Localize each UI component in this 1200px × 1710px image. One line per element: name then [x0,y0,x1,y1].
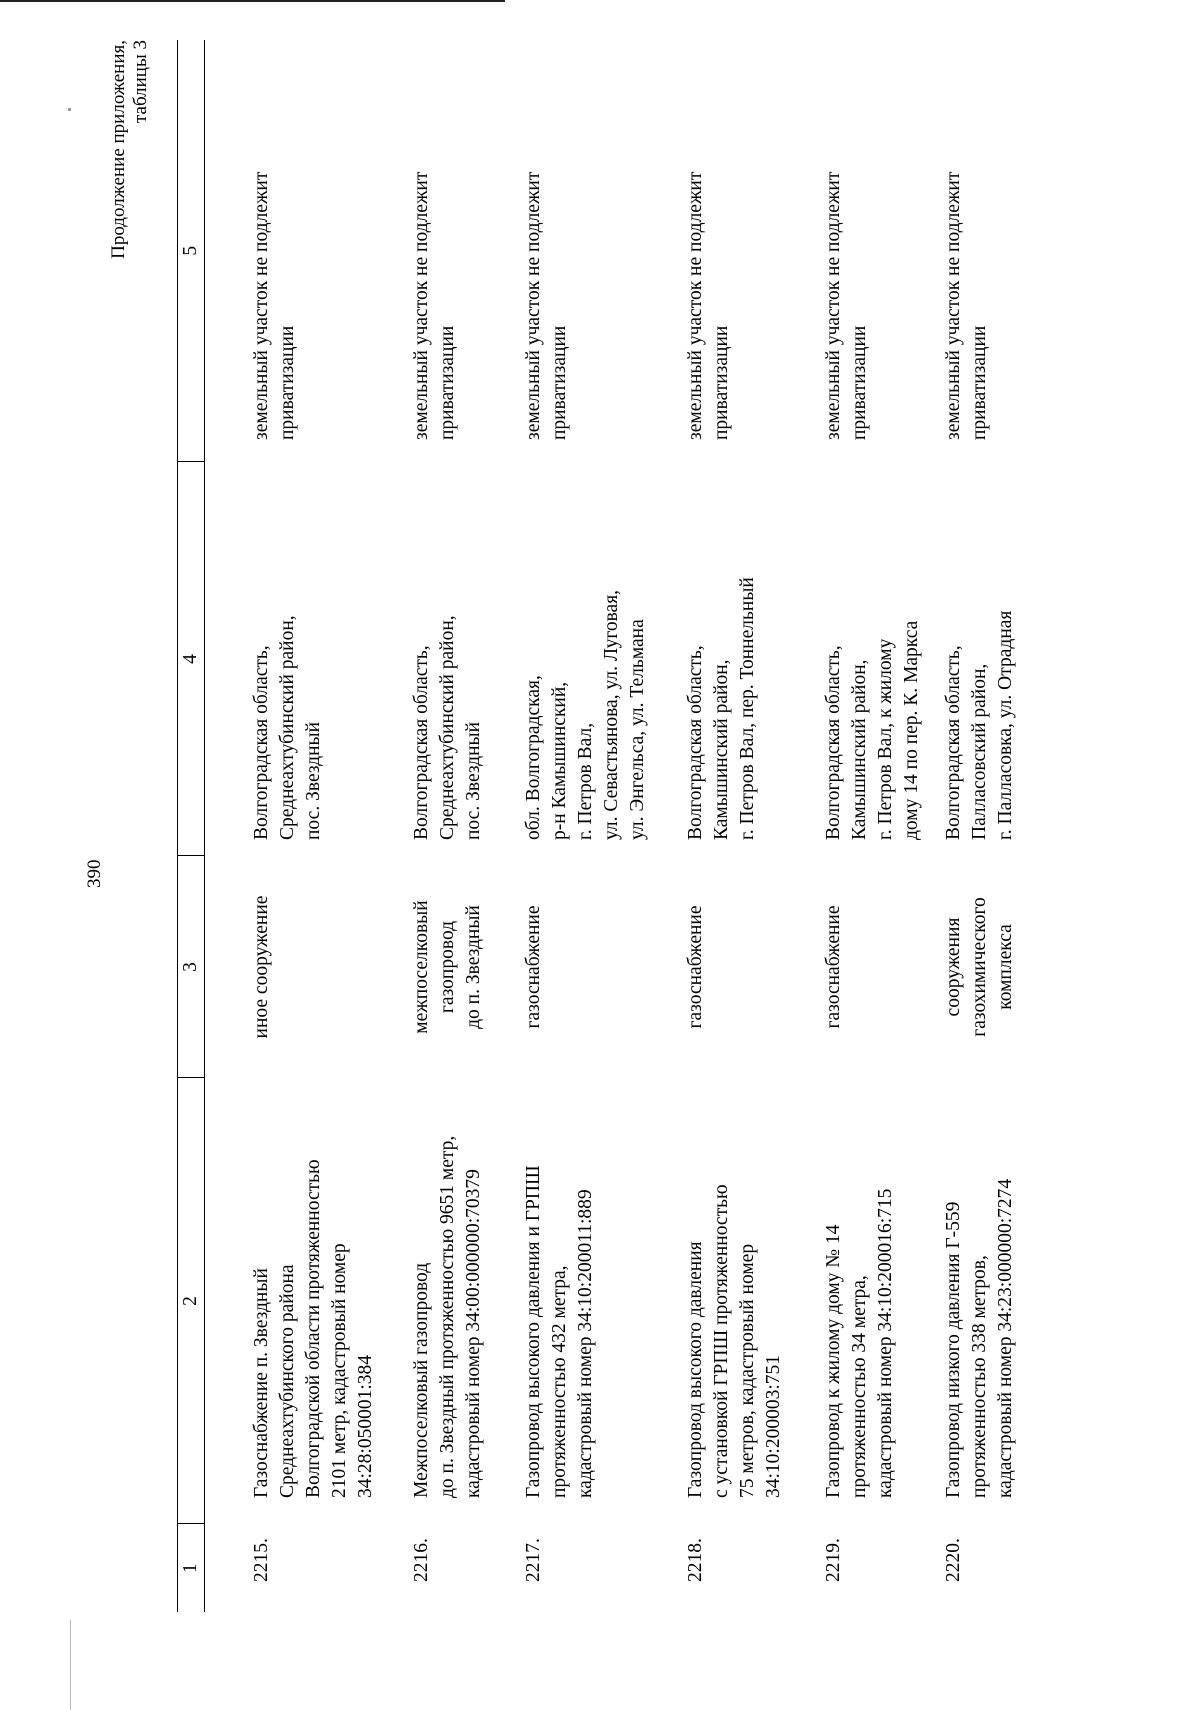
object-address: обл. Волгоградская, р-н Камышинский, г. Петров Вал, ул. Севастьянова, ул. Луговая, ул. Энгельса, ул. Тельмана [523,589,648,840]
object-type: сооружения газохимического комплекса [943,897,1016,1037]
object-address: Волгоградская область, Среднеахтубинский район, пос. Звездный [411,615,484,840]
table-row [205,40,410,1612]
row-number: 2215. [251,1538,272,1582]
object-name: Газоснабжение п. Звездный Среднеахтубинского района Волгоградской области протяженностью 2101 метр, кадастровый номер 34:28:050001:384 [251,1159,376,1498]
table-row [683,40,821,1612]
object-name: Газопровод к жилому дому № 14 протяженностью 34 метра, кадастровый номер 34:10:200016:715 [823,1188,896,1498]
object-name: Газопровод высокого давления с установкой ГРПШ протяженностью 75 метров, кадастровый номер 34:10:200003:751 [685,1184,784,1498]
object-name: Газопровод высокого давления и ГРПШ протяженностью 432 метра, кадастровый номер 34:10:200011:889 [523,1165,596,1498]
column-header-1: 1 [178,1524,205,1612]
table-header-row [178,40,205,1612]
row-number: 2217. [523,1538,544,1582]
row-number: 2219. [823,1538,844,1582]
object-name: Газопровод низкого давления Г-559 протяженностью 338 метров, кадастровый номер 34:23:000000:7274 [943,1178,1016,1498]
land-note: земельный участок не подлежит приватизации [823,171,870,440]
object-address: Волгоградская область, Палласовский район, г. Палласовка, ул. Отрадная [943,610,1016,840]
object-address: Волгоградская область, Камышинский район, г. Петров Вал, пер. Тоннельный [685,577,758,840]
land-note: земельный участок не подлежит приватизации [685,171,732,440]
object-address: Волгоградская область, Среднеахтубинский район, пос. Звездный [251,615,324,840]
column-header-5: 5 [178,40,205,462]
land-note: земельный участок не подлежит приватизации [411,171,458,440]
object-type: газоснабжение [823,905,844,1029]
continuation-note [108,40,152,330]
row-number: 2220. [943,1538,964,1582]
land-note: земельный участок не подлежит приватизации [251,171,298,440]
table-row [409,40,521,1612]
column-header-2: 2 [178,1078,205,1524]
appendix-table [177,40,1051,1612]
column-header-4: 4 [178,462,205,856]
table-row [521,40,683,1612]
object-name: Межпоселковый газопровод до п. Звездный протяженностью 9651 метр, кадастровый номер 34:00:000000:70379 [411,1135,484,1498]
row-number: 2216. [411,1538,432,1582]
object-type: иное сооружение [251,895,272,1039]
row-number: 2218. [685,1538,706,1582]
continuation-line-2: таблицы 3 [130,40,151,123]
page-number: 390 [84,859,105,888]
column-header-3: 3 [178,856,205,1078]
object-type: межпоселковый газопровод до п. Звездный [411,900,484,1034]
land-note: земельный участок не подлежит приватизации [943,171,990,440]
land-note: земельный участок не подлежит приватизации [523,171,570,440]
table-row [821,40,941,1612]
table-row [941,40,1051,1612]
object-type: газоснабжение [523,905,544,1029]
object-address: Волгоградская область, Камышинский район, г. Петров Вал, к жилому дому 14 по пер. К. Маркса [823,620,922,840]
continuation-line-1: Продолжение приложения, [108,40,129,259]
object-type: газоснабжение [685,905,706,1029]
